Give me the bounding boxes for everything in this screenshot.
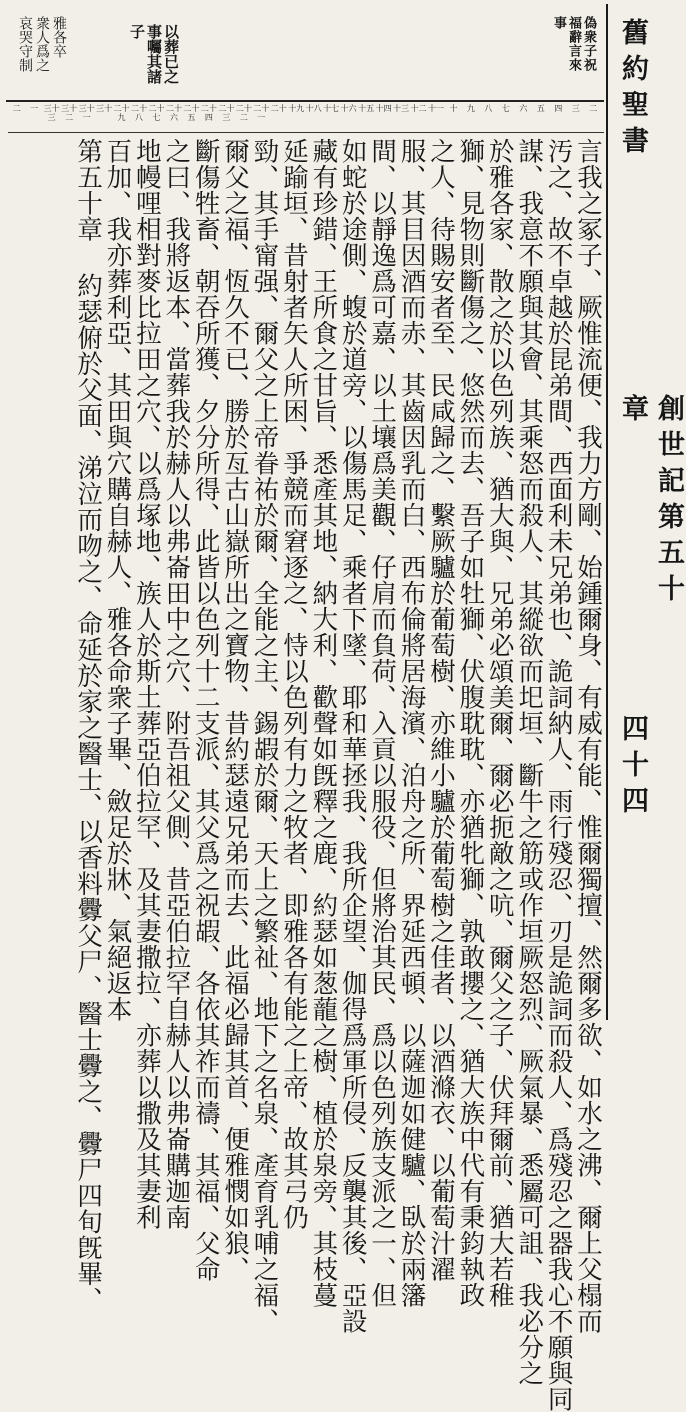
verse-number: 十七 [323, 104, 340, 113]
gloss-line: 子 [128, 24, 146, 39]
verse-number: 二十六 [165, 104, 182, 122]
verse-number: 二十 [270, 104, 287, 113]
verse-number: 三十二 [61, 104, 78, 122]
gloss-line: 福辭言來 [566, 16, 581, 72]
text-column: 如蛇於途側、蝮於道旁、以傷馬足、乘者下墜、耶和華拯我、我所企望、伽得爲軍所侵、反襲其後、亞設 [337, 138, 368, 1334]
verse-number: 二十三 [218, 104, 235, 122]
top-band-rule [6, 100, 604, 102]
gloss-left-outer [16, 16, 67, 104]
text-column: 爾父之福、恆久不已、勝於亙古山嶽所出之寶物、昔約瑟遠兄弟而去、此福必歸其首、便雅憫如狼、 [220, 138, 251, 1282]
text-column: 間、以靜逸爲可嘉、以土壤爲美觀、仔肩而負荷、入貢以服役、但將治其民、爲以色列族支派之一、但 [367, 138, 398, 1308]
running-header [614, 18, 684, 854]
gloss-line: 事囑其諸 [145, 24, 163, 84]
verse-number: 十四 [375, 104, 392, 113]
text-column: 地幔哩相對麥比拉田之穴、以爲塚地、族人於斯土葬亞伯拉罕、及其妻撒拉、亦葬以撒及其妻利 [131, 138, 162, 1230]
text-column: 服、其目因酒而赤、其齒因乳而白、西布倫將居海濱、泊舟之所、界延西頓、以薩迦如健驢、臥於兩籓 [396, 138, 427, 1308]
verse-number: 二 [589, 104, 598, 113]
verse-number: 二十九 [113, 104, 130, 122]
scripture-text [12, 138, 603, 1412]
verse-number: 三十三 [43, 104, 60, 122]
verse-number: 九 [466, 104, 475, 113]
gloss-right [551, 16, 596, 104]
verse-number: 十六 [340, 104, 357, 113]
text-column: 言我之冢子、厥惟流便、我力方剛、始鍾爾身、有威有能、惟爾獨擅、然爾多欲、如水之沸、爾上父榻而 [573, 138, 603, 1334]
verse-number: 三十一 [78, 104, 95, 122]
verse-number: 十八 [305, 104, 322, 113]
chapter-title: 創世記第五十章 [617, 394, 684, 610]
verse-number: 十 [449, 104, 458, 113]
verse-number: 二十一 [253, 104, 270, 122]
text-column: 之曰、我將返本、當葬我於赫人以弗崙田中之穴、附吾祖父側、昔亞伯拉罕自赫人以弗崙購迦南 [161, 138, 192, 1230]
verse-number: 三十 [96, 104, 113, 113]
text-column: 百加、我亦葬利亞、其田與穴購自赫人、雅各命衆子畢、斂足於牀、氣絕返本 [102, 138, 133, 1022]
verse-number: 二 [12, 104, 21, 113]
text-column: 延踰垣、昔射者矢人所困、爭競而窘逐之、恃以色列有力之牧者、即雅各有能之上帝、故其弓仍 [278, 138, 309, 1230]
verse-number: 十一 [427, 104, 444, 113]
text-column: 斷傷牲畜、朝吞所獲、夕分所得、此皆以色列十二支派、其父爲之祝嘏、各依其祚而禱、其福、父命 [190, 138, 221, 1282]
verse-number: 八 [484, 104, 493, 113]
verse-number: 二十八 [131, 104, 148, 122]
gloss-line: 事 [551, 16, 566, 30]
gloss-line: 以葬已之 [162, 24, 180, 84]
header-rule [606, 4, 608, 1020]
text-column: 於雅各家、散之於以色列族、猶大與、兄弟必頌美爾、爾必扼敵之吭、爾父之子、伏拜爾前、猶大若稚 [484, 138, 515, 1308]
verse-number: 十五 [358, 104, 375, 113]
text-column: 汚之、故不卓越於昆弟間、西面利未兄弟也、詭詞納人、雨行殘忍、刃是詭詞而殺人、爲殘忍之器我心不願與同 [543, 138, 574, 1412]
page-number: 四十四 [617, 714, 648, 822]
verse-number: 十九 [288, 104, 305, 113]
gloss-left-inner [128, 24, 179, 104]
gloss-line: 衆人爲之 [34, 16, 50, 72]
gloss-line: 雅各卒 [51, 16, 67, 58]
verse-number: 三 [571, 104, 580, 113]
verse-number: 十三 [393, 104, 410, 113]
text-column: 之人、待賜安者至、民咸歸之、繫厥驢於葡萄樹、亦維小驢於葡萄樹之佳者、以酒滌衣、以葡萄汁濯 [425, 138, 456, 1282]
text-column: 謀、我意不願與其會、其乘怒而殺人、其縱欲而圯垣、斷牛之筋或作垣厥怒烈、厥氣暴、悉屬可詛、我必分之 [514, 138, 545, 1386]
top-gloss-band [6, 10, 602, 108]
verse-number: 二十二 [235, 104, 252, 122]
verse-number: 七 [501, 104, 510, 113]
text-column: 第五十章 約瑟俯於父面、涕泣而吻之、命延於家之醫士、以香料釁父尸、醫士釁之、釁尸四旬旣畢、 [73, 138, 104, 1313]
verse-number: 二十五 [183, 104, 200, 122]
verse-number: 二十七 [148, 104, 165, 122]
verse-number: 十二 [410, 104, 427, 113]
book-title: 舊約聖書 [617, 18, 648, 162]
verse-number: 一 [30, 104, 39, 113]
verse-number: 四 [554, 104, 563, 113]
verse-number-row [8, 104, 602, 132]
gloss-line: 哀哭守制 [17, 16, 33, 72]
gloss-line: 偽衆子祝 [581, 16, 596, 72]
text-column: 獅、見物則斷傷之、悠然而去、吾子如牡獅、伏腹耽耽、亦猶牝獅、孰敢攖之、猶大族中代有秉鈞執政 [455, 138, 486, 1308]
verse-number: 五 [536, 104, 545, 113]
verse-number: 六 [519, 104, 528, 113]
verse-number: 二十四 [200, 104, 217, 122]
text-column: 藏有珍錯、王所食之甘旨、悉產其地、納大利、歡聲如旣釋之鹿、約瑟如葱蘢之樹、植於泉旁、其枝蔓 [308, 138, 339, 1308]
text-column: 勁、其手甯强、爾父之上帝眷祐於爾、全能之主、錫嘏於爾、天上之繁祉、地下之名泉、產育乳哺之福、 [249, 138, 280, 1334]
verse-number-rule [8, 132, 604, 133]
